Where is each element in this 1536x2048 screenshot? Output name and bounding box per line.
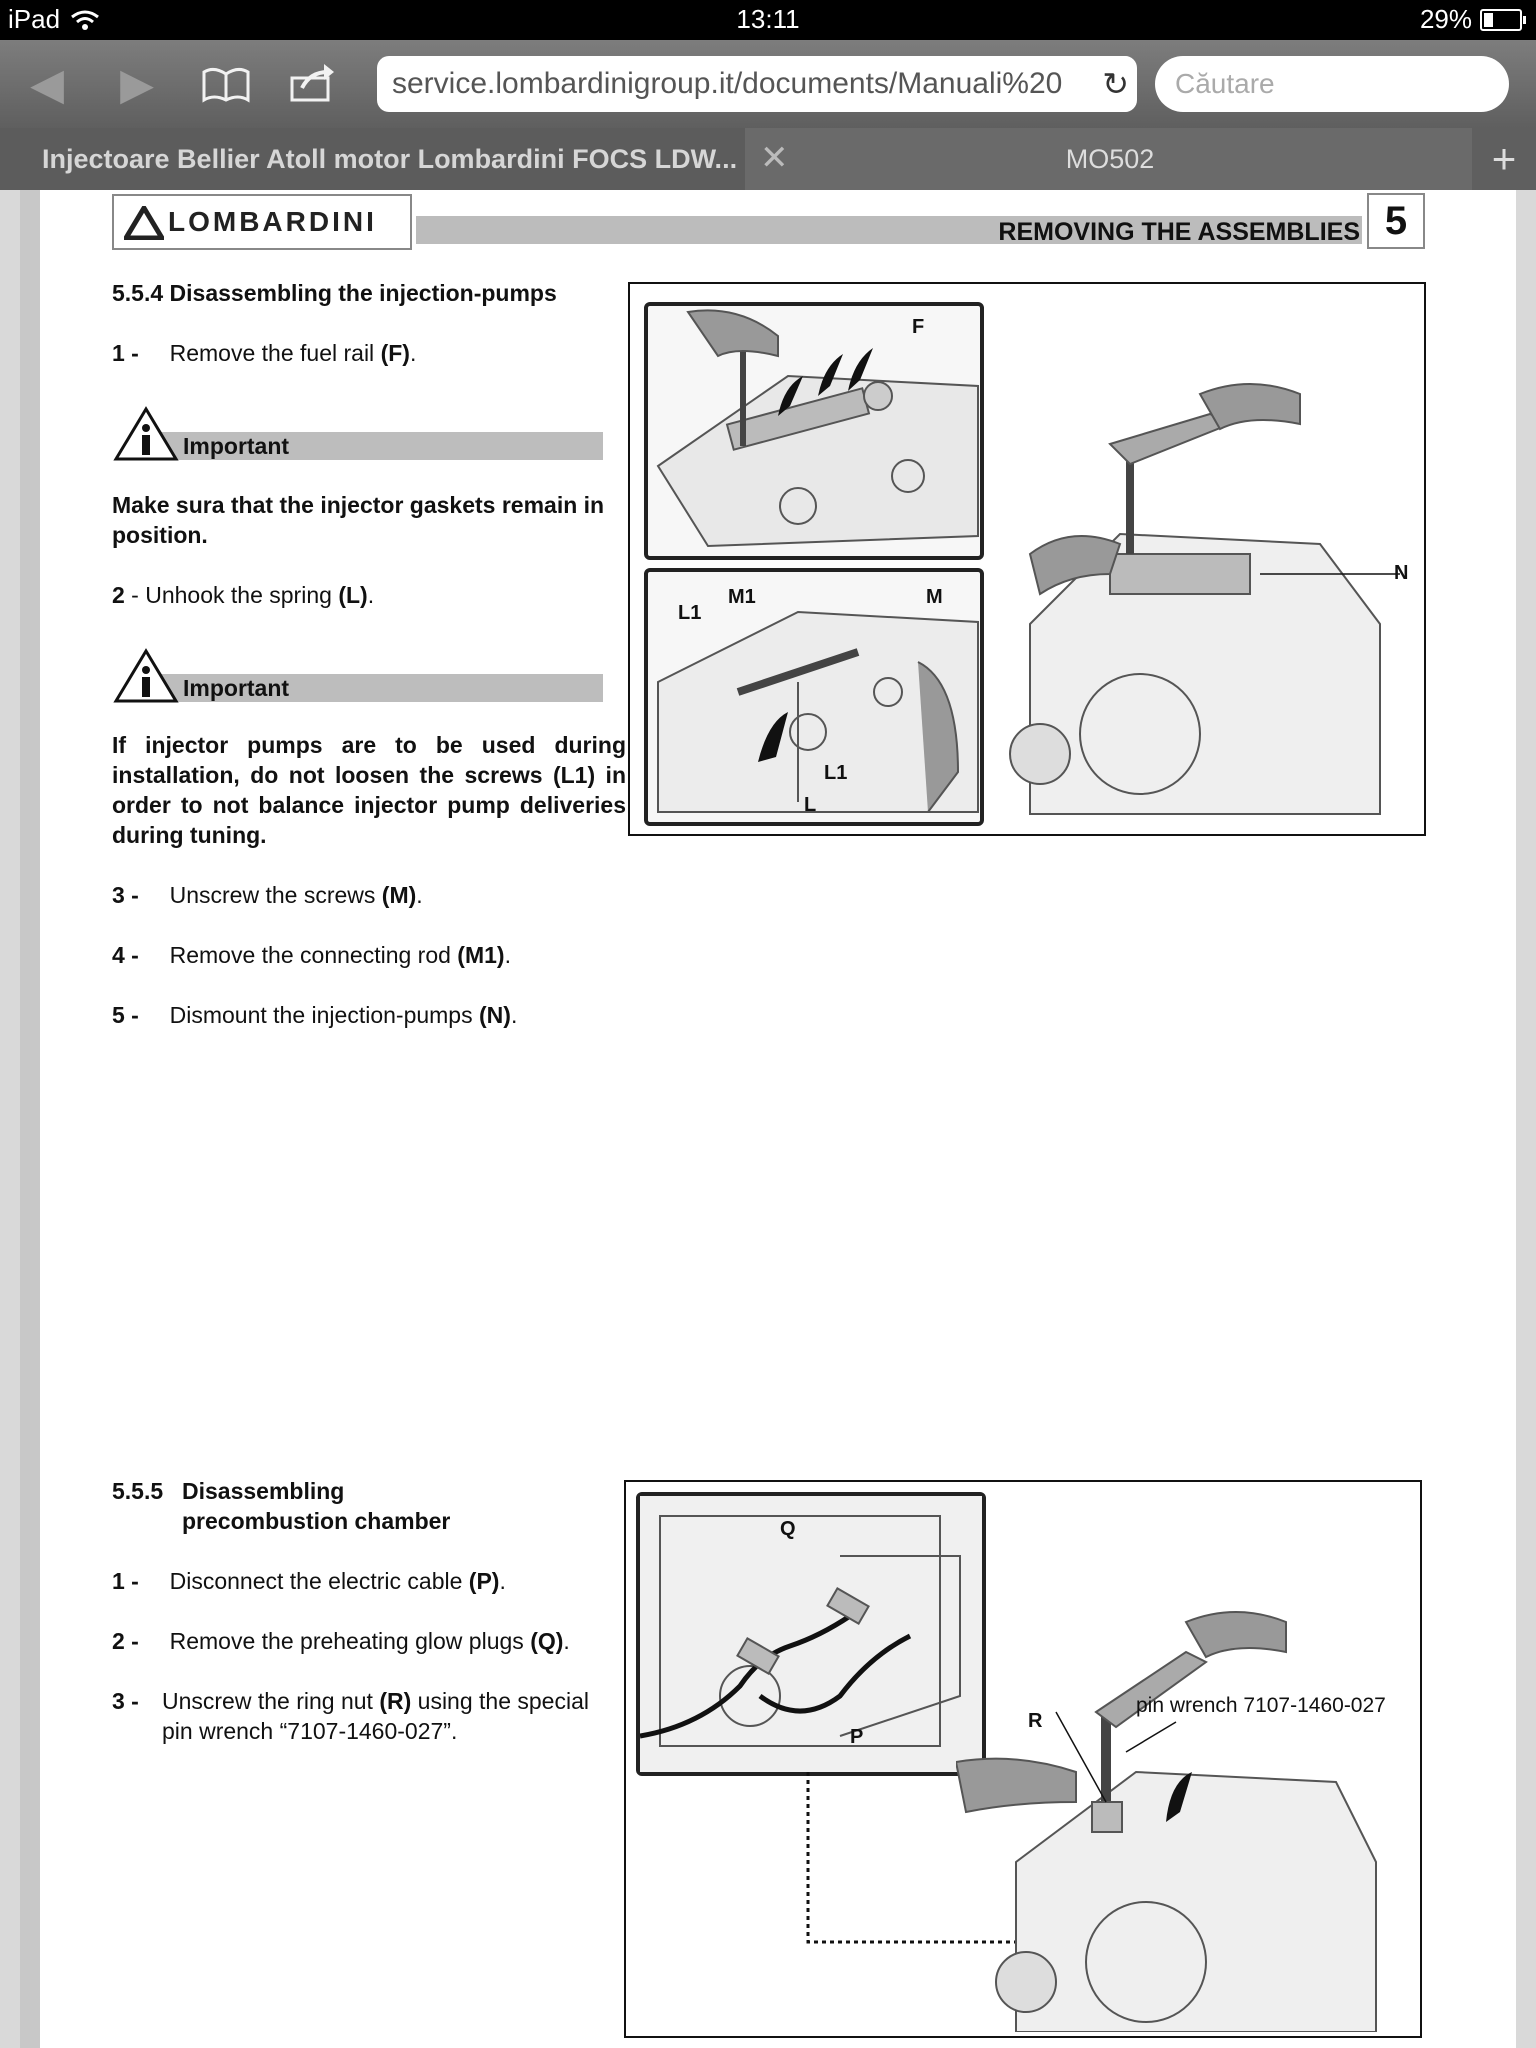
tab-mo502[interactable]	[900, 128, 1320, 190]
engine-wrench-illustration	[956, 1562, 1396, 2032]
callout-Q: Q	[780, 1518, 796, 1540]
info-warning-icon	[113, 406, 179, 462]
step-end: .	[499, 1568, 506, 1594]
step-key: (P)	[468, 1568, 500, 1594]
tab-bar	[0, 128, 1536, 190]
inset-fuel-rail	[644, 302, 984, 560]
callout-N: N	[1394, 562, 1409, 584]
callout-R: R	[1028, 1710, 1043, 1732]
step-number: 1 -	[112, 1568, 139, 1594]
tab-label: MO502	[1065, 144, 1155, 174]
callout-P: P	[850, 1726, 864, 1748]
callout-L1-top: L1	[678, 602, 702, 624]
url-field[interactable]	[377, 56, 1137, 112]
close-icon[interactable]: ✕	[760, 139, 789, 177]
device-name: iPad	[8, 4, 61, 34]
step-key: (N)	[479, 1002, 511, 1028]
important-label: Important	[183, 675, 290, 701]
forward-arrow-icon[interactable]: ▶	[120, 60, 154, 109]
step-number: 2 -	[112, 1628, 139, 1654]
step-number: 1 -	[112, 340, 139, 366]
callout-M1: M1	[728, 586, 756, 608]
step-text: Remove the fuel rail	[169, 340, 381, 366]
url-text: service.lombardinigroup.it/documents/Manuali%20	[392, 67, 1063, 100]
step-text: Dismount the injection-pumps	[169, 1002, 479, 1028]
heading-number: 5.5.5	[112, 1478, 164, 1504]
step-number: 4 -	[112, 942, 139, 968]
figure-precombustion-chamber	[624, 1480, 1422, 2038]
step-key: (M1)	[457, 942, 505, 968]
step-4	[112, 940, 632, 970]
step-text: - Unhook the spring	[124, 582, 339, 608]
fuel-rail-illustration	[648, 306, 980, 556]
tab-injectoare[interactable]	[0, 128, 745, 190]
callout-F: F	[912, 316, 925, 338]
step-text: Remove the connecting rod	[169, 942, 458, 968]
step-end: .	[409, 340, 417, 366]
heading-text: Disassembling precombustion chamber	[182, 1478, 451, 1534]
glow-plug-illustration	[640, 1496, 982, 1772]
section-title: REMOVING THE ASSEMBLIES	[998, 218, 1360, 246]
tab-label: Injectoare Bellier Atoll motor Lombardini FOCS LDW...	[42, 144, 738, 174]
step-number: 3 -	[112, 1688, 139, 1714]
callout-tool: pin wrench 7107-1460-027	[1136, 1694, 1386, 1717]
logo-text: LOMBARDINI	[168, 206, 377, 237]
clock: 13:11	[736, 4, 800, 34]
step-text: Disconnect the electric cable	[169, 1568, 469, 1594]
step-number: 5 -	[112, 1002, 139, 1028]
step-key: (Q)	[530, 1628, 564, 1654]
logo-triangle-icon	[124, 206, 164, 240]
step-key: (M)	[381, 882, 417, 908]
important-box-2	[113, 648, 613, 708]
step-text: Remove the preheating glow plugs	[169, 1628, 531, 1654]
step-number: 2	[112, 582, 125, 608]
figure-injection-pumps	[628, 282, 1426, 836]
step-end: .	[563, 1628, 570, 1654]
battery-icon	[1480, 9, 1522, 31]
important-label: Important	[183, 433, 290, 459]
step-2-1	[112, 1566, 652, 1596]
share-icon[interactable]	[288, 62, 338, 104]
inset-glow-plugs	[636, 1492, 986, 1776]
step-end: .	[416, 882, 423, 908]
engine-illustration	[1000, 374, 1410, 824]
book-icon[interactable]	[200, 66, 252, 104]
note-1: Make sura that the injector gaskets remain in position.	[112, 492, 605, 548]
step-1	[112, 338, 632, 368]
step-5	[112, 1000, 632, 1030]
browser-toolbar	[0, 40, 1536, 128]
step-text: Unscrew the screws	[169, 882, 382, 908]
note-2: If injector pumps are to be used during installation, do not loosen the screws (L1) in order to not balance injector pump deliveries during tuning.	[112, 732, 626, 848]
step-key: (L)	[338, 582, 368, 608]
step-3	[112, 880, 632, 910]
info-warning-icon	[113, 648, 179, 704]
reload-icon[interactable]: ↻	[1098, 56, 1129, 112]
lombardini-logo	[112, 194, 412, 250]
step-text: Unscrew the ring nut	[162, 1688, 380, 1714]
step-2-2	[112, 1626, 652, 1656]
heading-5-5-4: 5.5.4 Disassembling the injection-pumps	[112, 280, 557, 306]
pdf-page	[20, 190, 1516, 2048]
important-box-1	[113, 406, 613, 466]
step-number: 3 -	[112, 882, 139, 908]
plus-icon[interactable]: +	[1472, 128, 1536, 190]
page-shadow	[20, 190, 40, 2048]
callout-L1-bottom: L1	[824, 762, 848, 784]
search-field[interactable]: Căutare	[1155, 56, 1509, 112]
step-end: .	[367, 582, 375, 608]
step-end: .	[510, 1002, 518, 1028]
step-key: (F)	[380, 340, 410, 366]
chapter-number: 5	[1367, 193, 1425, 249]
step-end: .	[504, 942, 511, 968]
back-arrow-icon[interactable]: ◀	[30, 60, 64, 109]
callout-L: L	[804, 794, 817, 816]
status-bar	[0, 0, 1536, 40]
battery-percent: 29%	[1419, 4, 1472, 34]
callout-M: M	[926, 586, 943, 608]
step-2	[112, 580, 632, 610]
step-key: (R)	[379, 1688, 412, 1714]
step-text: using the special pin wrench “7107-1460-027”.	[162, 1688, 589, 1744]
